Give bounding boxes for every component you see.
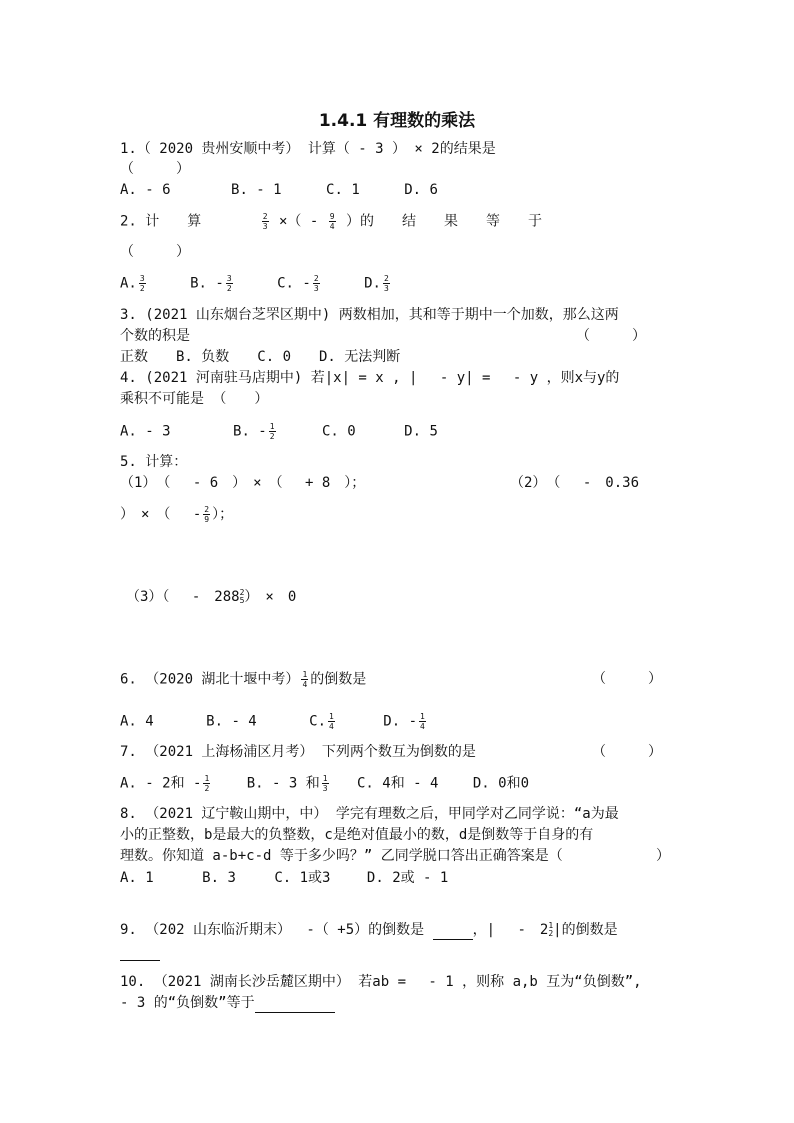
question-9-blank-line[interactable] bbox=[120, 942, 160, 961]
question-1-paren: （ ） bbox=[120, 161, 190, 177]
question-8-line-2: 小的正整数，b是最大的负整数，c是绝对值最小的数，d是倒数等于自身的有 bbox=[120, 827, 594, 843]
question-10-line-2: - 3 的“负倒数”等于 bbox=[120, 994, 335, 1013]
fraction: $\frac{9}{4}$ bbox=[329, 212, 335, 231]
question-7-stem: 7. （2021 上海杨浦区月考） 下列两个数互为倒数的是 bbox=[120, 744, 476, 760]
option-a: A. - 6 bbox=[120, 182, 171, 198]
question-10-line-1: 10. （2021 湖南长沙岳麓区期中） 若ab = - 1 ，则称 a,b 互为“负倒数”, bbox=[120, 974, 642, 990]
question-8-paren-end: ） bbox=[656, 848, 670, 864]
question-1-stem: 1.（ 2020 贵州安顺中考） 计算（ - 3 ） × 2的结果是 bbox=[120, 141, 496, 157]
question-7-options: A. - 2和 - $\frac{1}{2}$ B. - 3 和 $\frac{1}{3}$ C. 4和 - 4 D. 0和0 bbox=[120, 774, 530, 793]
page-title: 1.4.1 有理数的乘法 bbox=[318, 111, 476, 131]
answer-blank[interactable] bbox=[255, 994, 335, 1013]
fraction: $\frac{2}{3}$ bbox=[262, 212, 268, 231]
answer-blank[interactable] bbox=[433, 921, 473, 940]
option-b: B. - 1 bbox=[231, 182, 282, 198]
question-5-part-2-cont: ） × （ - $\frac{2}{9}$ ）； bbox=[120, 505, 234, 524]
question-5-label: 5. 计算： bbox=[120, 454, 188, 470]
question-1-options bbox=[120, 181, 438, 199]
question-6-stem: 6. （2020 湖北十堰中考） $\frac{1}{4}$ 的倒数是 bbox=[120, 670, 367, 689]
question-4-line-1: 4. (2021 河南驻马店期中) 若|x| = x , | - y| = - y ，则x与y的 bbox=[120, 370, 620, 386]
question-3-options: 正数 B. 负数 C. 0 D. 无法判断 bbox=[120, 349, 401, 365]
question-4-line-2: 乘积不可能是 （ ） bbox=[120, 391, 269, 407]
question-4-options: A. - 3 B. - $\frac{1}{2}$ C. 0 D. 5 bbox=[120, 422, 438, 441]
question-8-options: A. 1 B. 3 C. 1或3 D. 2或 - 1 bbox=[120, 870, 449, 886]
answer-blank[interactable] bbox=[120, 942, 160, 961]
question-6-paren: （ ） bbox=[592, 671, 662, 687]
question-5-part-3: （3）（ - 288 2 5 ） × 0 bbox=[126, 588, 297, 605]
question-2-options: A. $\frac{3}{2}$ B. - $\frac{3}{2}$ C. - $\frac{2}{3}$ D. $\frac{2}{3}$ bbox=[120, 274, 389, 293]
question-3-paren: （ ） bbox=[576, 328, 646, 344]
option-d: D. 6 bbox=[404, 182, 438, 198]
question-6-options: A. 4 B. - 4 C. $\frac{1}{4}$ D. - $\frac{1}{4}$ bbox=[120, 712, 425, 731]
question-8-line-1: 8. （2021 辽宁鞍山期中，中） 学完有理数之后，甲同学对乙同学说：“a为最 bbox=[120, 806, 619, 822]
question-5-part-2: （2） （ - 0.36 bbox=[510, 475, 640, 491]
question-3-line-2: 个数的积是 bbox=[120, 328, 190, 344]
question-5-part-1: （1） （ - 6 ） × （ + 8 ）； bbox=[120, 475, 366, 491]
question-9-stem: 9. （202 山东临沂期末） -（ +5）的倒数是 ，| - 2 1 2 |的倒数是 bbox=[120, 921, 618, 938]
question-2-stem: 2. 计 算 $\frac{2}{3}$ ×（ - $\frac{9}{4}$ ）的 结 果 等 于 bbox=[120, 212, 542, 231]
question-8-line-3: 理数。你知道 a-b+c-d 等于多少吗？” 乙同学脱口答出正确答案是（ bbox=[120, 848, 563, 864]
option-c: C. 1 bbox=[326, 182, 360, 198]
question-3-line-1: 3. (2021 山东烟台芝罘区期中) 两数相加，其和等于期中一个加数，那么这两 bbox=[120, 307, 619, 323]
question-7-paren: （ ） bbox=[592, 744, 662, 760]
question-2-paren: （ ） bbox=[120, 244, 190, 260]
